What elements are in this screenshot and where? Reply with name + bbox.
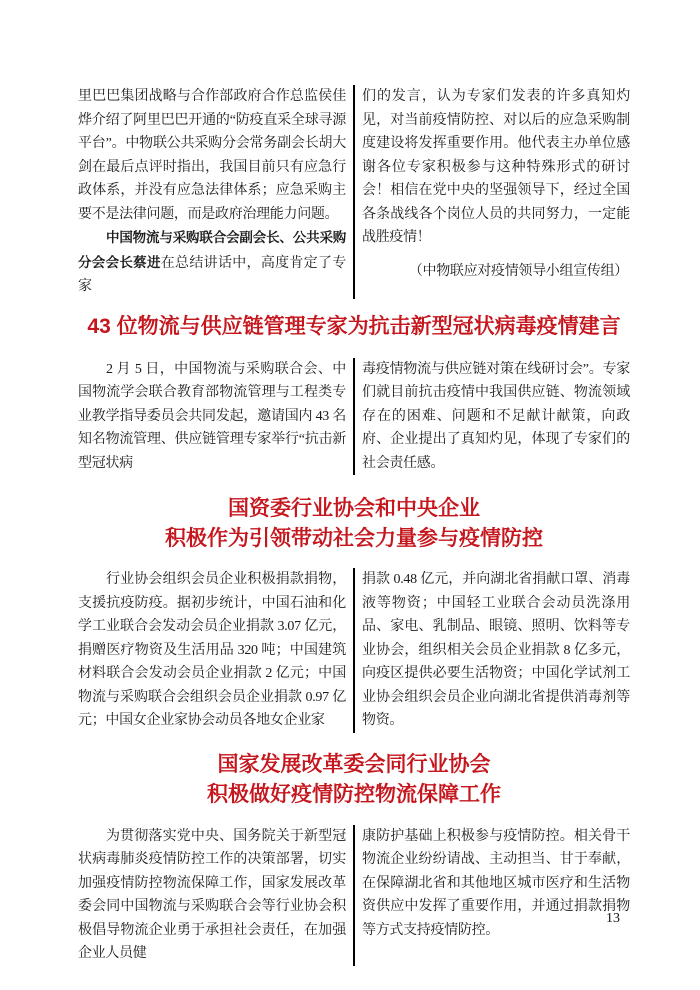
paragraph: 们的发言，认为专家们发表的许多真知灼见，对当前疫情防控、对以后的应急采购制度建设将发挥重要作用。他代表主办单位感谢各位专家积极参与这种特殊形式的研讨会！相信在党中央的坚强领导下，经过全国各条战线各个岗位人员的共同努力，一定能战胜疫情！ — [362, 89, 630, 245]
column-divider-rule — [353, 85, 355, 299]
paragraph: 行业协会组织会员企业积极捐款捐物，支援抗疫防疫。据初步统计，中国石油和化学工业联合会发动会员企业捐款 3.07 亿元，捐赠医疗物资及生活用品 320 吨；中国建筑材料联合会发动会员企业捐款 2 亿元；中国物流与采购联合会组织会员企业捐款 0.97 亿元；中国女企业家协会动员各地女企业家 — [78, 572, 346, 728]
article3-right-column — [362, 825, 630, 966]
paragraph: 2 月 5 日，中国物流与采购联合会、中国物流学会联合教育部物流管理与工程类专业教学指导委员会共同发起，邀请国内 43 名知名物流管理、供应链管理专家举行“抗击新型冠状病 — [78, 361, 346, 471]
article3-body — [78, 825, 630, 966]
article3-title — [78, 750, 630, 810]
paragraph: 为贯彻落实党中央、国务院关于新型冠状病毒肺炎疫情防控工作的决策部署，切实加强疫情防控物流保障工作，国家发展改革委会同中国物流与采购联合会等行业协会积极倡导物流企业勇于承担社会责任，在加强企业人员健 — [78, 828, 346, 961]
bold-speaker-name: 中国物流与采购联合会副会长、公共采购分会会长蔡进 — [78, 230, 346, 270]
article2-title-line2: 积极作为引领带动社会力量参与疫情防控 — [165, 527, 543, 550]
attribution-line: （中物联应对疫情领导小组宣传组） — [408, 263, 628, 279]
article1-body — [78, 358, 630, 476]
column-divider-rule — [353, 825, 355, 966]
column-divider-rule — [353, 358, 355, 476]
page-number: 13 — [606, 911, 620, 926]
article1-title: 43 位物流与供应链管理专家为抗击新型冠状病毒疫情建言 — [87, 314, 621, 338]
page-content — [78, 85, 630, 966]
article2-right-column — [362, 568, 630, 733]
continuation-left-column — [78, 85, 346, 299]
article3-title-line1: 国家发展改革委会同行业协会 — [217, 752, 491, 776]
paragraph-text: 在总结讲话中，高度肯定了专家 — [78, 255, 346, 294]
article1-left-column — [78, 358, 346, 476]
article2-title — [78, 494, 630, 554]
article1-right-column — [362, 358, 630, 476]
article2-body — [78, 568, 630, 733]
column-divider-rule — [353, 568, 355, 733]
article3-title-line2: 积极做好疫情防控物流保障工作 — [207, 782, 501, 806]
continuation-section — [78, 85, 630, 299]
article2-title-line1: 国资委行业协会和中央企业 — [228, 497, 480, 520]
article2-left-column — [78, 568, 346, 733]
paragraph: 毒疫情物流与供应链对策在线研讨会”。专家们就目前抗击疫情中我国供应链、物流领域存在的困难、问题和不足献计献策，向政府、企业提出了真知灼见，体现了专家们的社会责任感。 — [362, 361, 630, 471]
article3-left-column — [78, 825, 346, 966]
continuation-right-column — [362, 85, 630, 299]
paragraph: 里巴巴集团战略与合作部政府合作总监侯佳烨介绍了阿里巴巴开通的“防疫直采全球寻源平台”。中物联公共采购分会常务副会长胡大剑在最后点评时指出，我国目前只有应急行政体系，并没有应急法律体系；应急采购主要不是法律问题，而是政府治理能力问题。 — [78, 89, 346, 222]
paragraph — [78, 226, 346, 299]
paragraph: 康防护基础上积极参与疫情防控。相关骨干物流企业纷纷请战、主动担当、甘于奉献，在保障湖北省和其他地区城市医疗和生活物资供应中发挥了重要作用，并通过捐款捐物等方式支持疫情防控。 — [362, 828, 630, 938]
paragraph: 捐款 0.48 亿元，并向湖北省捐献口罩、消毒液等物资；中国轻工业联合会动员洗涤用品、家电、乳制品、眼镜、照明、饮料等专业协会，组织相关会员企业捐款 8 亿多元，向疫区提供必要生活物资；中国化学试剂工业协会组织会员企业向湖北省提供消毒剂等物资。 — [362, 572, 630, 728]
